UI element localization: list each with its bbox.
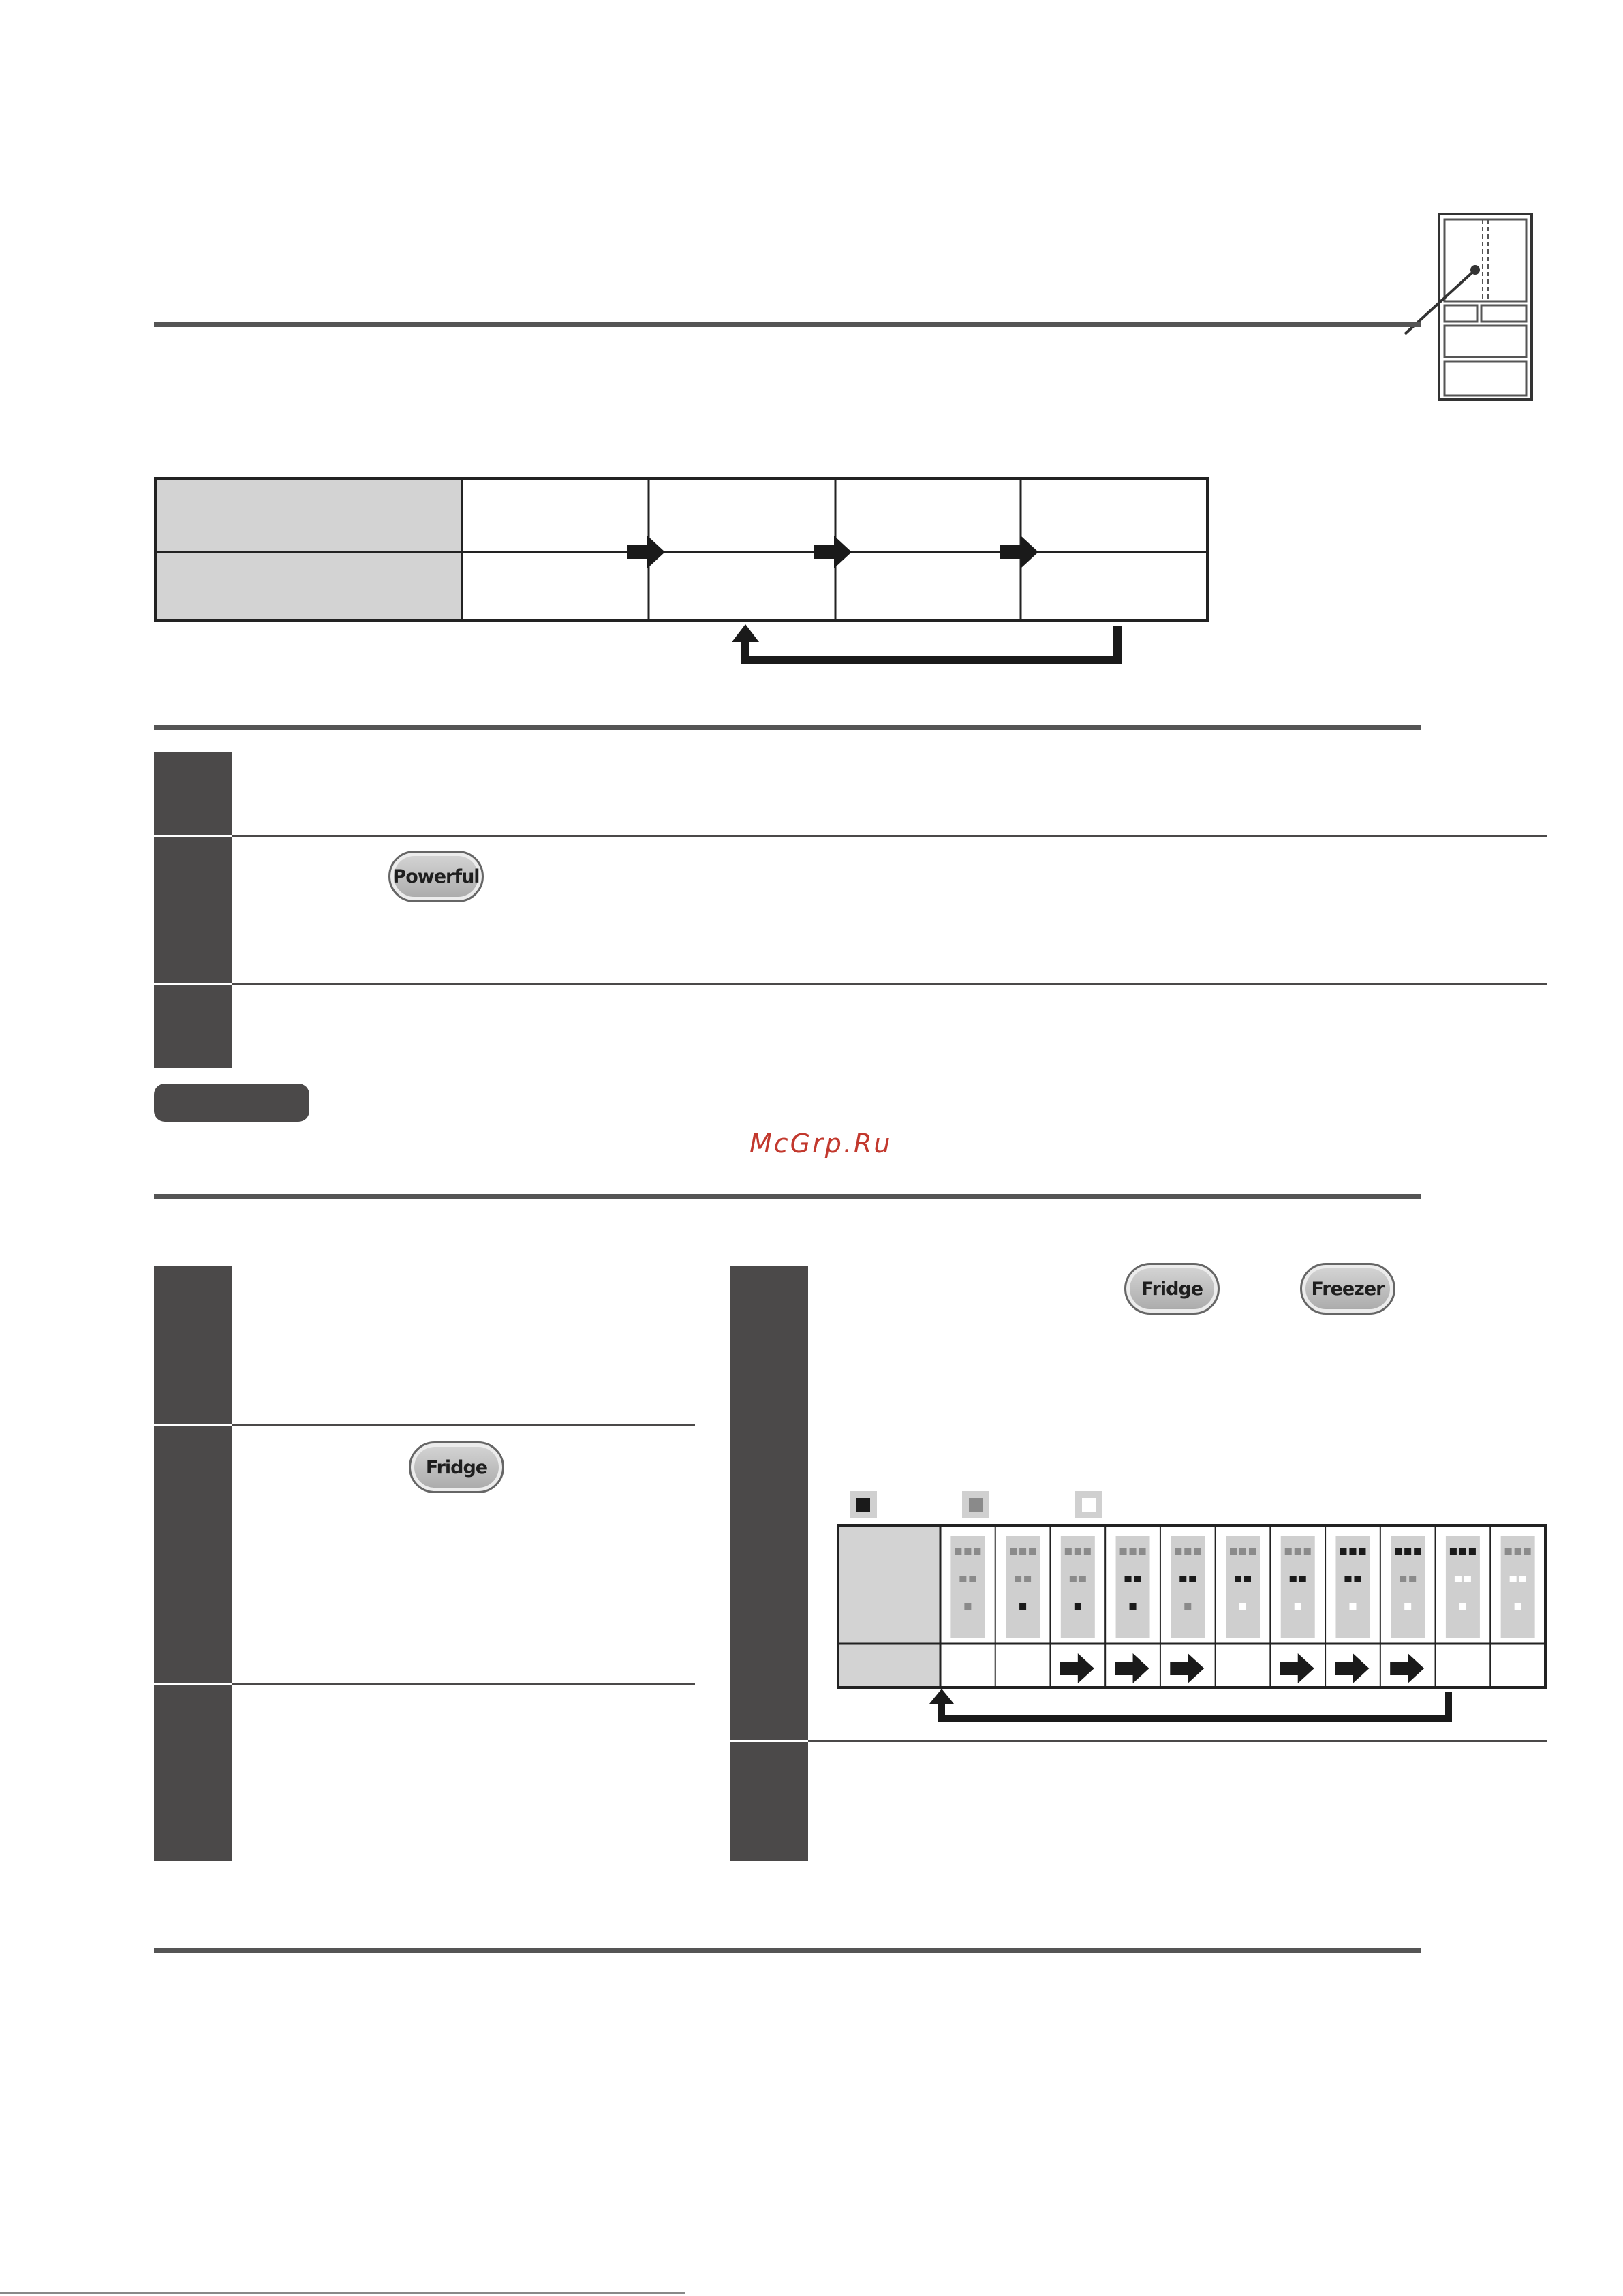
indicator-lamp: [1524, 1548, 1531, 1555]
indicator-lamp: [1189, 1576, 1196, 1582]
step-marker-2: [154, 837, 232, 983]
section-divider-middle: [154, 725, 1421, 730]
step-marker-left-2: [154, 1426, 232, 1683]
step-marker-left-1: [154, 1266, 232, 1424]
indicator-lamp: [1079, 1576, 1086, 1582]
indicator-lamp: [969, 1576, 976, 1582]
indicator-lamp: [1244, 1576, 1251, 1582]
indicator-lamp: [1515, 1603, 1521, 1610]
step-marker-right-2: [730, 1742, 808, 1861]
indicator-lamp: [1184, 1603, 1191, 1610]
step-separator: [232, 1424, 695, 1426]
arrow-right-icon: [1280, 1653, 1314, 1683]
indicator-lamp: [1404, 1603, 1411, 1610]
indicator-lamp: [1510, 1576, 1517, 1582]
indicator-lamp: [1130, 1603, 1137, 1610]
arrow-right-icon: [1390, 1653, 1424, 1683]
indicator-lamp: [1469, 1548, 1476, 1555]
indicator-lamp: [964, 1548, 971, 1555]
indicator-lamp: [1184, 1548, 1191, 1555]
arrow-right-icon: [814, 536, 854, 568]
indicator-lamp: [1285, 1548, 1292, 1555]
indicator-lamp: [1519, 1576, 1526, 1582]
section-divider-top: [154, 322, 1421, 327]
indicator-lamp: [1249, 1548, 1256, 1555]
legend-swatch-dim: [962, 1491, 989, 1518]
indicator-lamp: [1235, 1576, 1241, 1582]
indicator-lamp: [1304, 1548, 1311, 1555]
indicator-lamp: [1134, 1576, 1141, 1582]
section-divider-lower: [154, 1194, 1421, 1199]
indicator-lamp: [1295, 1603, 1301, 1610]
indicator-lamp: [1340, 1548, 1346, 1555]
indicator-lamp: [1024, 1576, 1031, 1582]
indicator-lamp: [1290, 1576, 1297, 1582]
step-marker-left-3: [154, 1685, 232, 1861]
indicator-lamp: [1515, 1548, 1521, 1555]
arrow-right-icon: [1170, 1653, 1204, 1683]
indicator-lamp: [1505, 1548, 1512, 1555]
indicator-lamp: [1139, 1548, 1146, 1555]
indicator-lamp: [1299, 1576, 1306, 1582]
indicator-lamp: [1010, 1548, 1017, 1555]
indicator-lamp: [1395, 1548, 1402, 1555]
indicator-lamp: [1459, 1603, 1466, 1610]
step-marker-right-1: [730, 1266, 808, 1740]
indicator-lamp: [1400, 1576, 1406, 1582]
fridge-button[interactable]: Fridge: [1124, 1263, 1220, 1315]
indicator-sequence-table: [837, 1524, 1548, 1692]
indicator-lamp: [1344, 1576, 1351, 1582]
footer-line: [0, 2292, 685, 2294]
indicator-lamp: [1065, 1548, 1072, 1555]
indicator-lamp: [1359, 1548, 1365, 1555]
indicator-lamp: [1239, 1603, 1246, 1610]
indicator-lamp: [1130, 1548, 1137, 1555]
legend-swatch-lit: [850, 1491, 877, 1518]
indicator-lamp: [1464, 1576, 1471, 1582]
indicator-lamp: [974, 1548, 980, 1555]
indicator-lamp: [1120, 1548, 1127, 1555]
indicator-lamp: [1019, 1603, 1026, 1610]
indicator-lamp: [1015, 1576, 1021, 1582]
indicator-lamp: [1404, 1548, 1411, 1555]
arrow-right-icon: [1335, 1653, 1369, 1683]
fridge-button[interactable]: Fridge: [409, 1441, 504, 1493]
arrow-right-icon: [1115, 1653, 1149, 1683]
indicator-lamp: [1230, 1548, 1237, 1555]
powerful-button[interactable]: Powerful: [388, 851, 484, 902]
indicator-lamp: [1125, 1576, 1132, 1582]
note-badge: [154, 1084, 309, 1122]
indicator-lamp: [955, 1548, 961, 1555]
indicator-lamp: [959, 1576, 966, 1582]
indicator-lamp: [1075, 1548, 1081, 1555]
step-separator: [232, 835, 1547, 837]
indicator-lamp: [1354, 1576, 1361, 1582]
arrow-right-icon: [627, 536, 668, 568]
section-divider-bottom: [154, 1948, 1421, 1953]
indicator-lamp: [1414, 1548, 1421, 1555]
loop-return-arrow-icon: [722, 622, 1131, 683]
legend-swatch-off: [1075, 1491, 1102, 1518]
indicator-lamp: [1070, 1576, 1077, 1582]
indicator-lamp: [1409, 1576, 1416, 1582]
step-separator: [232, 983, 1547, 985]
indicator-lamp: [1459, 1548, 1466, 1555]
step-separator: [232, 1683, 695, 1685]
indicator-lamp: [1349, 1603, 1356, 1610]
indicator-lamp: [964, 1603, 971, 1610]
indicator-lamp: [1075, 1603, 1081, 1610]
freezer-button[interactable]: Freezer: [1300, 1263, 1395, 1315]
indicator-lamp: [1239, 1548, 1246, 1555]
indicator-lamp: [1455, 1576, 1462, 1582]
indicator-lamp: [1450, 1548, 1457, 1555]
loop-return-arrow-icon: [927, 1689, 1458, 1736]
step-marker-1: [154, 752, 232, 835]
watermark-text: McGrp.Ru: [749, 1129, 893, 1159]
indicator-lamp: [1295, 1548, 1301, 1555]
indicator-lamp: [1194, 1548, 1201, 1555]
indicator-lamp: [1019, 1548, 1026, 1555]
arrow-right-icon: [1060, 1653, 1094, 1683]
indicator-lamp: [1084, 1548, 1091, 1555]
indicator-lamp: [1029, 1548, 1036, 1555]
step-marker-3: [154, 985, 232, 1068]
arrow-right-icon: [1000, 536, 1041, 568]
fridge-diagram-icon: [1397, 210, 1540, 408]
indicator-lamp: [1175, 1548, 1181, 1555]
indicator-lamp: [1179, 1576, 1186, 1582]
indicator-lamp: [1349, 1548, 1356, 1555]
step-separator: [808, 1740, 1547, 1742]
